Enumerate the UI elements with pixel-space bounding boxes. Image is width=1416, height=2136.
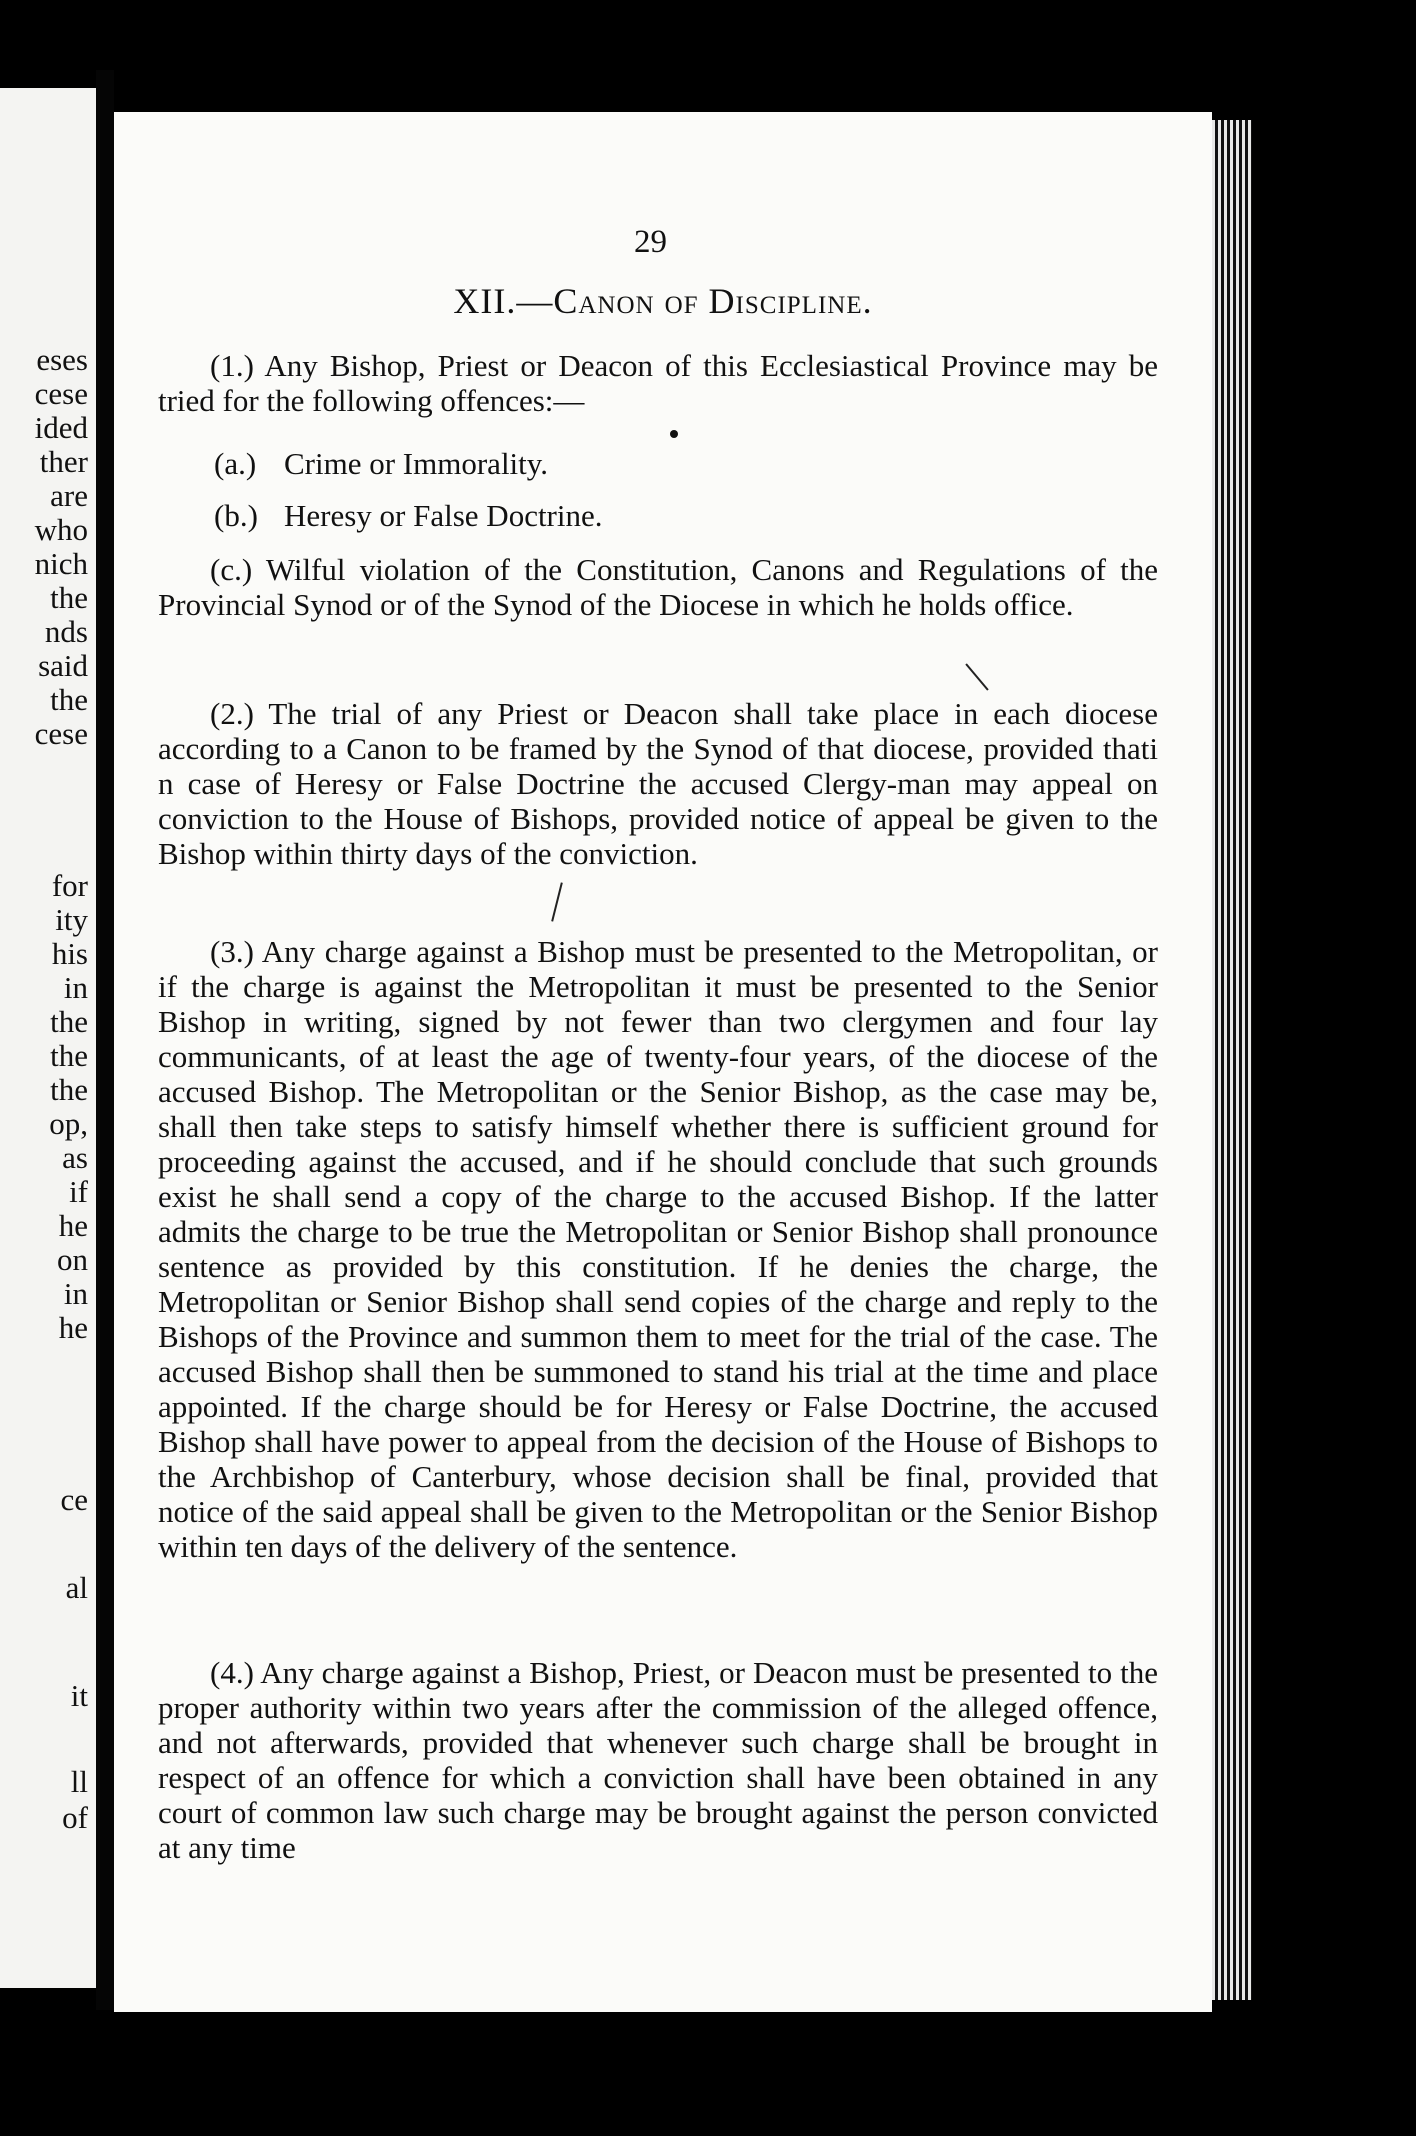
left-fragment: the bbox=[50, 1072, 88, 1107]
left-fragment: the bbox=[50, 1038, 88, 1073]
left-fragment: eses bbox=[36, 342, 88, 377]
left-fragment: he bbox=[58, 1208, 88, 1243]
left-fragment: the bbox=[50, 1004, 88, 1039]
paragraph-1: (1.) Any Bishop, Priest or Deacon of this Ecclesiastical Province may be tried for the following offences:— bbox=[158, 348, 1158, 418]
left-fragment: nds bbox=[44, 614, 88, 649]
left-fragment: cese bbox=[34, 376, 88, 411]
left-fragment: he bbox=[58, 1310, 88, 1345]
left-fragment: who bbox=[34, 512, 88, 547]
item-a-number: (a.) bbox=[214, 446, 257, 481]
page-number: 29 bbox=[634, 224, 667, 260]
left-fragment: for bbox=[51, 868, 88, 903]
item-b-number: (b.) bbox=[214, 498, 258, 533]
left-fragment: on bbox=[57, 1242, 88, 1277]
left-fragment: it bbox=[70, 1678, 88, 1713]
paragraph-1c: (c.) Wilful violation of the Constitution, Canons and Regulations of the Provincial Synod or of the Synod of the Diocese in which he holds office. bbox=[158, 552, 1158, 622]
item-a bbox=[214, 446, 548, 482]
paragraph-2: (2.) The trial of any Priest or Deacon shall take place in each diocese according to a Canon to be framed by the Synod of that diocese, provided thati n case of Heresy or False Doctrine the accused Clergy-man may appeal on conviction to the House of Bishops, provided notice of appeal be given to the Bishop within thirty days of the conviction. bbox=[158, 696, 1158, 871]
left-fragment: said bbox=[38, 648, 88, 683]
book-gutter bbox=[96, 70, 114, 2010]
section-heading: XII.—Canon of Discipline. bbox=[453, 281, 873, 321]
left-fragment: his bbox=[51, 936, 88, 971]
left-fragment: nich bbox=[34, 546, 88, 581]
item-b-text: Heresy or False Doctrine. bbox=[284, 498, 603, 533]
item-b bbox=[214, 498, 603, 534]
left-fragment: of bbox=[62, 1800, 88, 1835]
left-fragment: as bbox=[62, 1140, 88, 1175]
left-page-margin bbox=[0, 88, 96, 1988]
document-page bbox=[114, 112, 1212, 2012]
left-fragment: ity bbox=[55, 902, 88, 937]
pencil-mark bbox=[965, 663, 988, 690]
paragraph-4: (4.) Any charge against a Bishop, Priest, or Deacon must be presented to the proper authority within two years after the commission of the alleged offence, and not afterwards, provided that whenever such charge shall be brought in respect of an offence for which a conviction shall have been obtained in any court of common law such charge may be brought against the person convicted at any time bbox=[158, 1655, 1158, 1865]
left-fragment: in bbox=[63, 1276, 88, 1311]
paragraph-3: (3.) Any charge against a Bishop must be presented to the Metropolitan, or if the charge is against the Metropolitan it must be presented to the Senior Bishop in writing, signed by not fewer than two clergymen and four lay communicants, of at least the age of twenty-four years, of the diocese of the accused Bishop. The Metropolitan or the Senior Bishop, as the case may be, shall then take steps to satisfy himself whether there is sufficient ground for proceeding against the accused, and if he should conclude that such grounds exist he shall send a copy of the charge to the accused Bishop. If the latter admits the charge to be true the Metropolitan or Senior Bishop shall pronounce sentence as provided by this constitution. If he denies the charge, the Metropolitan or Senior Bishop shall send copies of the charge and reply to the Bishops of the Province and summon them to meet for the trial of the case. The accused Bishop shall then be summoned to stand his trial at the time and place appointed. If the charge should be for Heresy or False Doctrine, the accused Bishop shall have power to appeal from the decision of the House of Bishops to the Archbishop of Canterbury, whose decision shall be final, provided that notice of the said appeal shall be given to the Metropolitan or the Senior Bishop within ten days of the delivery of the sentence. bbox=[158, 934, 1158, 1564]
page-edges bbox=[1212, 120, 1252, 2000]
pencil-mark bbox=[551, 882, 563, 921]
left-fragment: the bbox=[50, 682, 88, 717]
left-fragment: ther bbox=[39, 444, 88, 479]
item-a-text: Crime or Immorality. bbox=[284, 446, 549, 481]
left-fragment: cese bbox=[34, 716, 88, 751]
ink-speck bbox=[670, 430, 678, 438]
left-fragment: ided bbox=[34, 410, 88, 445]
left-fragment: ce bbox=[60, 1482, 88, 1517]
left-fragment: al bbox=[65, 1570, 88, 1605]
left-fragment: the bbox=[50, 580, 88, 615]
left-fragment: in bbox=[63, 970, 88, 1005]
left-fragment: ll bbox=[70, 1764, 88, 1799]
left-fragment: if bbox=[69, 1174, 88, 1209]
left-fragment: are bbox=[50, 478, 88, 513]
left-fragment: op, bbox=[49, 1106, 88, 1141]
